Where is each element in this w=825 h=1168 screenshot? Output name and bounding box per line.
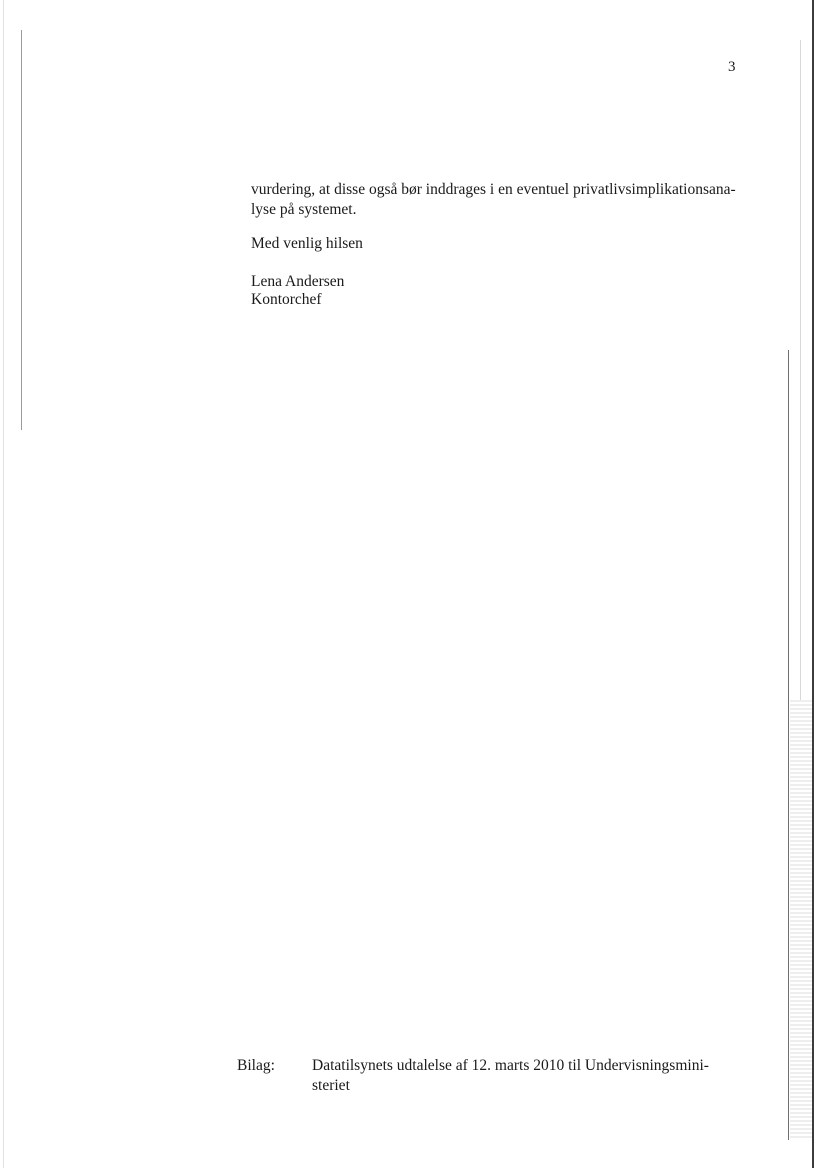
scan-edge-artifact	[790, 700, 812, 1140]
attachment-label: Bilag:	[237, 1057, 275, 1074]
signer-title: Kontorchef	[251, 291, 322, 308]
letter-body	[251, 180, 751, 220]
signer-name: Lena Andersen	[251, 273, 345, 290]
scan-edge-artifact	[800, 40, 801, 700]
attachment-line: Datatilsynets udtalelse af 12. marts 2010 til Undervisningsmini-	[312, 1057, 709, 1074]
scan-edge-artifact	[788, 350, 789, 1140]
scan-edge-artifact	[21, 30, 22, 430]
letter-closing: Med venlig hilsen	[251, 235, 363, 252]
scan-edge-artifact	[812, 0, 814, 1168]
body-line: vurdering, at disse også bør inddrages i en eventuel privatlivsimplikationsana-	[251, 181, 736, 198]
page-number: 3	[728, 59, 736, 75]
signature-block	[251, 273, 344, 309]
attachment-description	[312, 1056, 742, 1096]
body-line: lyse på systemet.	[251, 201, 357, 218]
attachment-line: steriet	[312, 1077, 350, 1094]
scan-edge-artifact	[3, 0, 4, 1168]
